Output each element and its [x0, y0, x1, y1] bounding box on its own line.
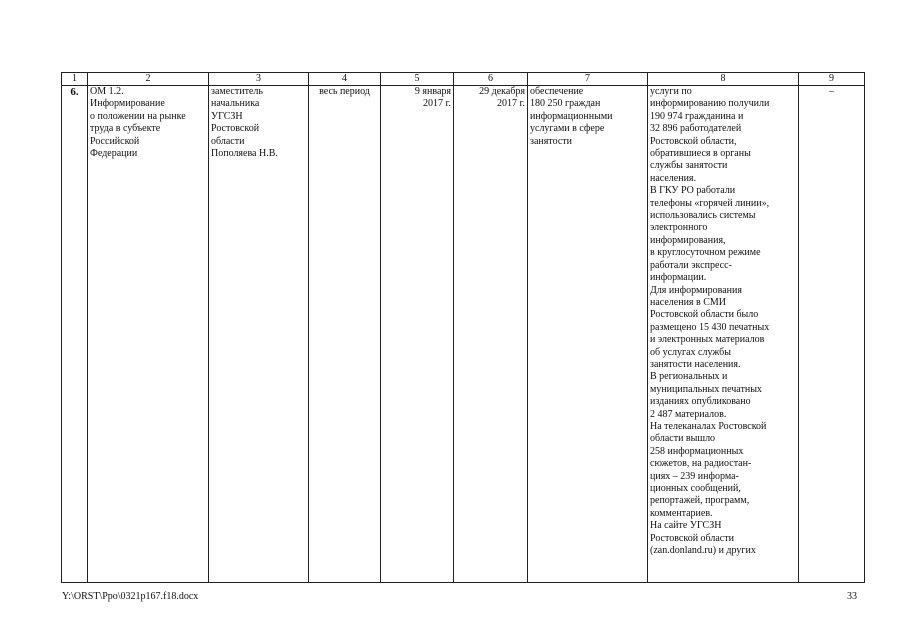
file-path: Y:\ORST\Ppo\0321p167.f18.docx [62, 591, 199, 602]
cell-text-line: 180 250 граждан [530, 98, 601, 110]
cell-text-line: циях – 239 информа- [650, 470, 739, 482]
cell-text-line: – [829, 86, 834, 97]
cell-text-line: 9 января [414, 86, 451, 97]
column-number: 4 [309, 73, 381, 86]
planned-result-cell [528, 86, 648, 583]
cell-text-line: (zan.donland.ru) и других [650, 545, 756, 557]
cell-text-line: телефоны «горячей линии», [650, 197, 770, 209]
page-number: 33 [847, 591, 857, 602]
problems-cell [799, 86, 865, 583]
cell-text-line: Пополяева Н.В. [211, 148, 278, 160]
table-row [62, 86, 865, 583]
cell-text-line: Для информирования [650, 284, 742, 296]
period-cell [309, 86, 381, 583]
cell-text-line: Информирование [90, 98, 165, 110]
column-number: 3 [209, 73, 309, 86]
cell-text-line: занятости [530, 135, 572, 147]
column-number-row [62, 73, 865, 86]
cell-text-line: 2017 г. [423, 98, 451, 110]
cell-text-line: весь период [319, 86, 370, 97]
cell-text-line: муниципальных печатных [650, 383, 762, 395]
cell-text-line: и электронных материалов [650, 334, 765, 346]
cell-text-line: информации. [650, 272, 707, 284]
column-number: 8 [648, 73, 799, 86]
cell-text-line: о положении на рынке [90, 110, 186, 122]
cell-text-line: размещено 15 430 печатных [650, 321, 770, 333]
cell-text-line: 2017 г. [497, 98, 525, 110]
cell-text-line: В ГКУ РО работали [650, 185, 736, 197]
cell-text-line: Ростовской области, [650, 135, 737, 147]
cell-text-line: В региональных и [650, 371, 728, 383]
cell-text-line: области вышло [650, 433, 716, 445]
cell-text-line: об услугах службы [650, 346, 731, 358]
column-number: 7 [528, 73, 648, 86]
cell-text-line: На сайте УГСЗН [650, 520, 722, 532]
cell-text-line: информированию получили [650, 98, 770, 110]
cell-text-line: На телеканалах Ростовской [650, 420, 767, 432]
cell-text-line: ОМ 1.2. [90, 86, 124, 97]
cell-text-line: 190 974 гражданина и [650, 110, 744, 122]
actual-result-cell [648, 86, 799, 583]
column-number: 9 [799, 73, 865, 86]
responsible-person-cell [209, 86, 309, 583]
cell-text-line: комментариев. [650, 507, 713, 519]
column-number: 6 [454, 73, 528, 86]
cell-text-line: Федерации [90, 148, 138, 160]
cell-text-line: службы занятости [650, 160, 728, 172]
cell-text-line: населения. [650, 172, 697, 184]
cell-text-line: области [211, 135, 245, 147]
column-number: 2 [88, 73, 209, 86]
cell-text-line: занятости населения. [650, 358, 741, 370]
end-date-cell [454, 86, 528, 583]
cell-text-line: заместитель [211, 86, 263, 97]
cell-text-line: Ростовской [211, 123, 260, 135]
column-number: 1 [62, 73, 88, 86]
cell-text-line: населения в СМИ [650, 296, 727, 308]
row-number: 6. [62, 86, 88, 583]
cell-text-line: обеспечение [530, 86, 584, 97]
cell-text-line: УГСЗН [211, 110, 243, 122]
cell-text-line: начальника [211, 98, 260, 110]
cell-text-line: Российской [90, 135, 140, 147]
cell-text-line: 29 декабря [479, 86, 525, 97]
column-number: 5 [381, 73, 454, 86]
cell-text-line: 32 896 работодателей [650, 123, 742, 135]
cell-text-line: труда в субъекте [90, 123, 161, 135]
cell-text-line: изданиях опубликовано [650, 396, 751, 408]
cell-text-line: Ростовской области [650, 532, 734, 544]
cell-text-line: работали экспресс- [650, 259, 732, 271]
cell-text-line: обратившиеся в органы [650, 148, 751, 160]
cell-text-line: 2 487 материалов. [650, 408, 727, 420]
cell-text-line: услугами в сфере [530, 123, 605, 135]
cell-text-line: репортажей, программ, [650, 495, 750, 507]
cell-text-line: использовались системы [650, 210, 756, 222]
start-date-cell [381, 86, 454, 583]
cell-text-line: 258 информационных [650, 445, 744, 457]
cell-text-line: сюжетов, на радиостан- [650, 458, 752, 470]
cell-text-line: услуги по [650, 86, 692, 97]
cell-text-line: информирования, [650, 234, 726, 246]
cell-text-line: Ростовской области было [650, 309, 759, 321]
document-table [61, 72, 865, 583]
cell-text-line: в круглосуточном режиме [650, 247, 761, 259]
event-name-cell [88, 86, 209, 583]
cell-text-line: электронного [650, 222, 708, 234]
cell-text-line: информационными [530, 110, 613, 122]
cell-text-line: ционных сообщений, [650, 483, 741, 494]
